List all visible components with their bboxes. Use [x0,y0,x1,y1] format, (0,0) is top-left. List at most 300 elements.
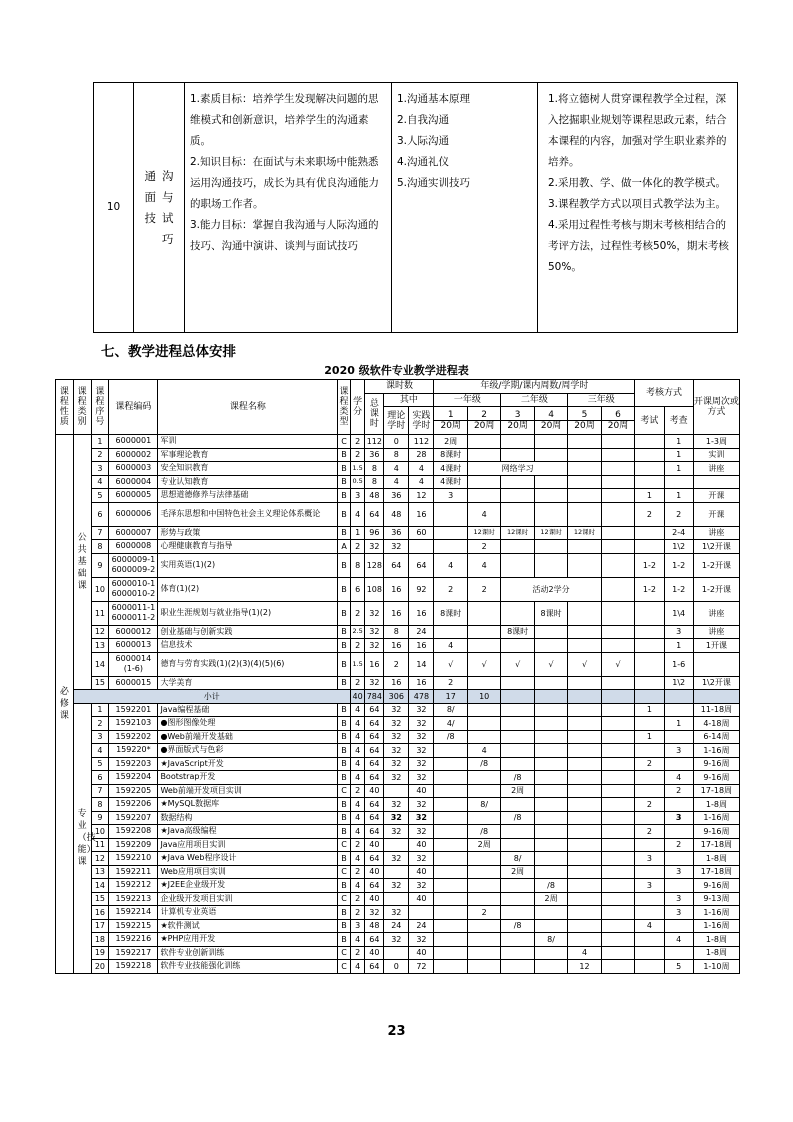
table-row [56,435,740,449]
row-total: 40 [365,946,384,960]
row-term-1: 4 [434,639,467,653]
row-name: Web前端开发项目实训 [158,784,338,798]
row-code: 6000007 [109,526,158,540]
row-code: 6000005 [109,489,158,503]
row-code [109,577,158,601]
row-total: 64 [365,852,384,866]
row-code [109,652,158,676]
row-exam: 3 [635,879,664,893]
row-name: 实用英语(1)(2) [158,553,338,577]
row-practice [409,906,434,920]
row-total: 64 [365,730,384,744]
row-term-2: 4 [467,744,500,758]
term-weeks: 20周 [602,420,635,431]
row-type: B [338,798,351,812]
row-open: 开课 [693,489,739,503]
row-credit: 2 [350,435,365,449]
table-row [56,892,740,906]
row-exam [635,526,664,540]
row-name: 软件专业技能强化训练 [158,960,338,974]
row-term-1: 8/ [434,703,467,717]
table-row [56,771,740,785]
label-required [56,435,74,974]
row-total: 32 [365,601,384,625]
row-credit: 6 [350,577,365,601]
row-type: C [338,865,351,879]
row-term-6 [601,879,635,893]
row-code: 6000013 [109,639,158,653]
row-term-2 [467,919,500,933]
row-open: 1-8周 [693,798,739,812]
row-term-2 [467,933,500,947]
table-row [56,730,740,744]
table-row [56,717,740,731]
row-term-1 [434,919,467,933]
row-term-2 [467,946,500,960]
row-open: 17-18周 [693,784,739,798]
row-term-5: 12 [568,960,601,974]
row-open: 1-16周 [693,919,739,933]
row-name: 大学美育 [158,676,338,690]
row-name: Java编程基础 [158,703,338,717]
row-check [664,919,693,933]
row-term-3: /8 [501,919,534,933]
row-term-6 [601,730,635,744]
row-term-4: 8课时 [534,601,567,625]
row-type: B [338,652,351,676]
header-assess: 考核方式 [635,380,694,407]
row-term-1 [434,811,467,825]
row-total: 64 [365,811,384,825]
row-code: 1592217 [109,946,158,960]
method-3: 3.课程教学方式以项目式教学法为主。 [548,198,727,210]
subtotal-row [56,690,740,704]
row-total: 64 [365,960,384,974]
course-number: 10 [94,83,134,333]
table-row [56,676,740,690]
row-seq: 17 [91,919,109,933]
row-type: B [338,811,351,825]
row-term-4 [534,744,567,758]
term-number: 4 [548,410,554,420]
row-term-4 [534,625,567,639]
method-1: 1.将立德树人贯穿课程教学全过程，深入挖掘职业规划等课程思政元素，结合本课程的内容，加强对学生职业素养的培养。 [548,93,727,168]
row-practice: 32 [409,730,434,744]
subtotal-check [664,690,693,704]
row-credit: 1 [350,526,365,540]
row-seq: 3 [91,730,109,744]
term-weeks: 20周 [535,420,567,431]
term-weeks: 20周 [468,420,500,431]
term-weeks: 20周 [501,420,533,431]
row-open: 11-18周 [693,703,739,717]
row-term-6 [601,798,635,812]
row-term-4: 12课时 [534,526,567,540]
label-professional [73,703,96,973]
term-number: 2 [481,410,488,420]
row-seq: 2 [91,717,109,731]
row-check: 1-6 [664,652,693,676]
row-exam: 3 [635,852,664,866]
row-term-6 [601,540,635,554]
row-seq: 10 [91,577,109,601]
row-code: 1592213 [109,892,158,906]
course-name-char: 面 [144,189,156,204]
subtotal-theory: 306 [384,690,409,704]
row-practice: 40 [409,784,434,798]
row-term-5: √ [568,652,601,676]
row-seq: 9 [91,811,109,825]
table-header [56,380,740,435]
row-credit: 2 [350,906,365,920]
table-row [56,811,740,825]
row-credit: 2 [350,865,365,879]
row-credit: 1.5 [350,652,365,676]
row-name: ★JavaScript开发 [158,757,338,771]
header-year3: 三年级 [568,393,635,407]
row-term-5 [568,906,601,920]
row-practice: 32 [409,798,434,812]
row-term-6 [601,577,635,601]
row-term-5 [568,771,601,785]
row-theory: 4 [384,475,409,489]
content-3: 3.人际沟通 [397,135,450,147]
row-credit: 2 [350,892,365,906]
row-term-6 [601,601,635,625]
row-term-4 [534,717,567,731]
row-term-2 [467,717,500,731]
table-row [56,639,740,653]
row-practice: 4 [409,462,434,476]
course-name-char: 技 [144,210,156,225]
row-name: ★Java Web程序设计 [158,852,338,866]
header-name: 课程名称 [158,380,338,435]
course-name-column [162,166,174,250]
row-theory: 16 [384,601,409,625]
row-check: 2 [664,502,693,526]
row-name: ●Web前端开发基础 [158,730,338,744]
header-year1: 一年级 [434,393,501,407]
row-credit: 3 [350,489,365,503]
row-exam [635,933,664,947]
row-check: 3 [664,865,693,879]
row-term-3 [501,553,534,577]
row-seq: 2 [91,448,109,462]
row-code: 6000002 [109,448,158,462]
row-code: 1592202 [109,730,158,744]
row-term-2 [467,475,500,489]
course-methods [538,83,738,333]
row-check: 1 [664,639,693,653]
row-name: ★Java高级编程 [158,825,338,839]
row-theory: 32 [384,798,409,812]
row-name: ★软件测试 [158,919,338,933]
row-open: 1-3周 [693,435,739,449]
row-name: 形势与政策 [158,526,338,540]
row-term-5 [568,601,601,625]
row-term-4 [534,771,567,785]
subtotal-credit: 40 [350,690,365,704]
header-seq: 课程序号 [91,380,109,435]
row-exam [635,865,664,879]
row-term-2 [467,771,500,785]
row-term-4 [534,489,567,503]
row-term-5 [568,933,601,947]
row-term-2 [467,852,500,866]
row-term-4 [534,540,567,554]
row-term-2: 2 [467,906,500,920]
row-seq: 15 [91,892,109,906]
row-exam [635,462,664,476]
row-open: 1-8周 [693,852,739,866]
row-exam: 2 [635,502,664,526]
row-check: 1 [664,448,693,462]
row-total: 96 [365,526,384,540]
course-contents [392,83,538,333]
row-term-3: 2周 [501,784,534,798]
row-term-2: √ [467,652,500,676]
row-term-6 [601,906,635,920]
row-term-2 [467,892,500,906]
header-exam: 考试 [635,407,664,435]
row-exam [635,960,664,974]
row-term-2 [467,435,500,449]
row-check: 1 [664,717,693,731]
row-term-3 [501,933,534,947]
row-term-3: /8 [501,771,534,785]
table-row [56,852,740,866]
row-exam: 2 [635,798,664,812]
row-term-4 [534,639,567,653]
row-term-4 [534,960,567,974]
row-term-6 [601,946,635,960]
row-practice: 4 [409,475,434,489]
row-term-3 [501,906,534,920]
row-term-6 [601,526,635,540]
row-term-4 [534,852,567,866]
table-row [56,448,740,462]
row-term-span: 网络学习 [467,462,567,476]
row-term-2: 8/ [467,798,500,812]
row-practice: 32 [409,757,434,771]
row-total: 64 [365,502,384,526]
row-term-2 [467,703,500,717]
row-code: 1592206 [109,798,158,812]
row-code: 1592204 [109,771,158,785]
row-theory: 32 [384,540,409,554]
row-term-2 [467,676,500,690]
row-term-5: 12课时 [568,526,601,540]
row-term-5 [568,798,601,812]
row-check: 1 [664,489,693,503]
row-term-6 [601,784,635,798]
row-open: 讲座 [693,462,739,476]
row-credit: 4 [350,730,365,744]
row-name: 德育与劳育实践(1)(2)(3)(4)(5)(6) [158,652,338,676]
course-name-char: 试 [162,210,174,225]
row-exam [635,601,664,625]
row-open: 讲座 [693,625,739,639]
row-term-3 [501,703,534,717]
table-row [56,625,740,639]
row-code: 1592103 [109,717,158,731]
row-term-1 [434,879,467,893]
row-name: 企业级开发项目实训 [158,892,338,906]
row-check: 1-2 [664,553,693,577]
row-theory [384,946,409,960]
row-term-5 [568,489,601,503]
row-exam [635,744,664,758]
row-check: 4 [664,771,693,785]
row-term-4 [534,757,567,771]
row-exam: 1 [635,730,664,744]
row-practice: 92 [409,577,434,601]
row-credit: 4 [350,757,365,771]
header-term [534,407,567,435]
course-detail-row [94,83,738,333]
row-check: 3 [664,625,693,639]
row-exam [635,892,664,906]
row-theory: 32 [384,852,409,866]
row-term-2: 4 [467,502,500,526]
row-open [693,652,739,676]
row-term-6 [601,502,635,526]
row-type: B [338,717,351,731]
row-check: 2 [664,784,693,798]
row-term-1 [434,526,467,540]
row-term-3 [501,730,534,744]
row-term-4 [534,838,567,852]
row-total: 64 [365,757,384,771]
row-exam [635,784,664,798]
row-check: 1-2 [664,577,693,601]
row-open: 1-16周 [693,744,739,758]
row-exam [635,625,664,639]
row-credit: 2 [350,448,365,462]
row-total: 64 [365,717,384,731]
subtotal-open [693,690,739,704]
row-term-1 [434,946,467,960]
row-term-3 [501,676,534,690]
row-open: 讲座 [693,601,739,625]
row-total: 16 [365,652,384,676]
section-heading: 七、教学进程总体安排 [101,344,236,360]
row-theory [384,892,409,906]
row-term-1 [434,540,467,554]
row-check: 2 [664,838,693,852]
row-term-6 [601,757,635,771]
row-seq: 14 [91,879,109,893]
label-required-text: 必修课 [59,686,69,721]
row-term-2: 2周 [467,838,500,852]
table-row [56,960,740,974]
row-exam: 1 [635,703,664,717]
row-term-1 [434,798,467,812]
row-term-4: √ [534,652,567,676]
row-term-3 [501,946,534,960]
row-seq: 1 [91,435,109,449]
row-credit: 8 [350,553,365,577]
row-credit: 4 [350,879,365,893]
row-term-1: 4/ [434,717,467,731]
row-theory: 32 [384,906,409,920]
row-seq: 19 [91,946,109,960]
row-check: 1\2 [664,676,693,690]
header-hours: 课时数 [365,380,434,394]
course-detail-table [93,82,738,333]
row-theory: 64 [384,553,409,577]
row-term-5 [568,757,601,771]
row-open: 实训 [693,448,739,462]
row-term-3 [501,892,534,906]
row-name: 软件专业创新训练 [158,946,338,960]
row-type: C [338,960,351,974]
row-term-6 [601,852,635,866]
table-row [56,906,740,920]
goal-1: 1.素质目标：培养学生发现解决问题的思维模式和创新意识，培养学生的沟通素质。 [190,93,379,147]
row-exam: 2 [635,825,664,839]
row-type: C [338,946,351,960]
row-open: 讲座 [693,526,739,540]
course-goals [185,83,392,333]
row-term-1: 8课时 [434,448,467,462]
term-weeks: 20周 [434,420,466,431]
row-practice: 12 [409,489,434,503]
row-theory: 24 [384,919,409,933]
row-seq: 4 [91,744,109,758]
row-exam [635,676,664,690]
row-term-2: 12课时 [467,526,500,540]
row-type: B [338,526,351,540]
row-seq: 10 [91,825,109,839]
row-term-3 [501,960,534,974]
row-exam [635,448,664,462]
row-theory: 32 [384,717,409,731]
row-term-4 [534,825,567,839]
row-check: 5 [664,960,693,974]
row-practice: 32 [409,717,434,731]
row-term-4 [534,676,567,690]
row-name: 安全知识教育 [158,462,338,476]
row-theory: 16 [384,577,409,601]
row-total: 32 [365,540,384,554]
row-term-5 [568,784,601,798]
row-open: 1\2开课 [693,676,739,690]
content-2: 2.自我沟通 [397,114,450,126]
row-theory [384,784,409,798]
table-row [56,946,740,960]
row-term-3: 8课时 [501,625,534,639]
table-body [56,435,740,974]
row-term-3: 8/ [501,852,534,866]
row-practice: 32 [409,933,434,947]
row-term-6 [601,462,635,476]
row-term-2: /8 [467,757,500,771]
row-total: 64 [365,771,384,785]
code-line: 6000009-2 [111,565,156,574]
table-row [56,475,740,489]
row-term-1 [434,852,467,866]
row-open: 1-2开课 [693,577,739,601]
row-term-1: 8课时 [434,601,467,625]
row-term-3 [501,744,534,758]
row-seq: 13 [91,865,109,879]
row-code: 1592212 [109,879,158,893]
row-name: ●界面版式与色彩 [158,744,338,758]
row-term-6 [601,553,635,577]
table-row [56,838,740,852]
row-exam [635,652,664,676]
